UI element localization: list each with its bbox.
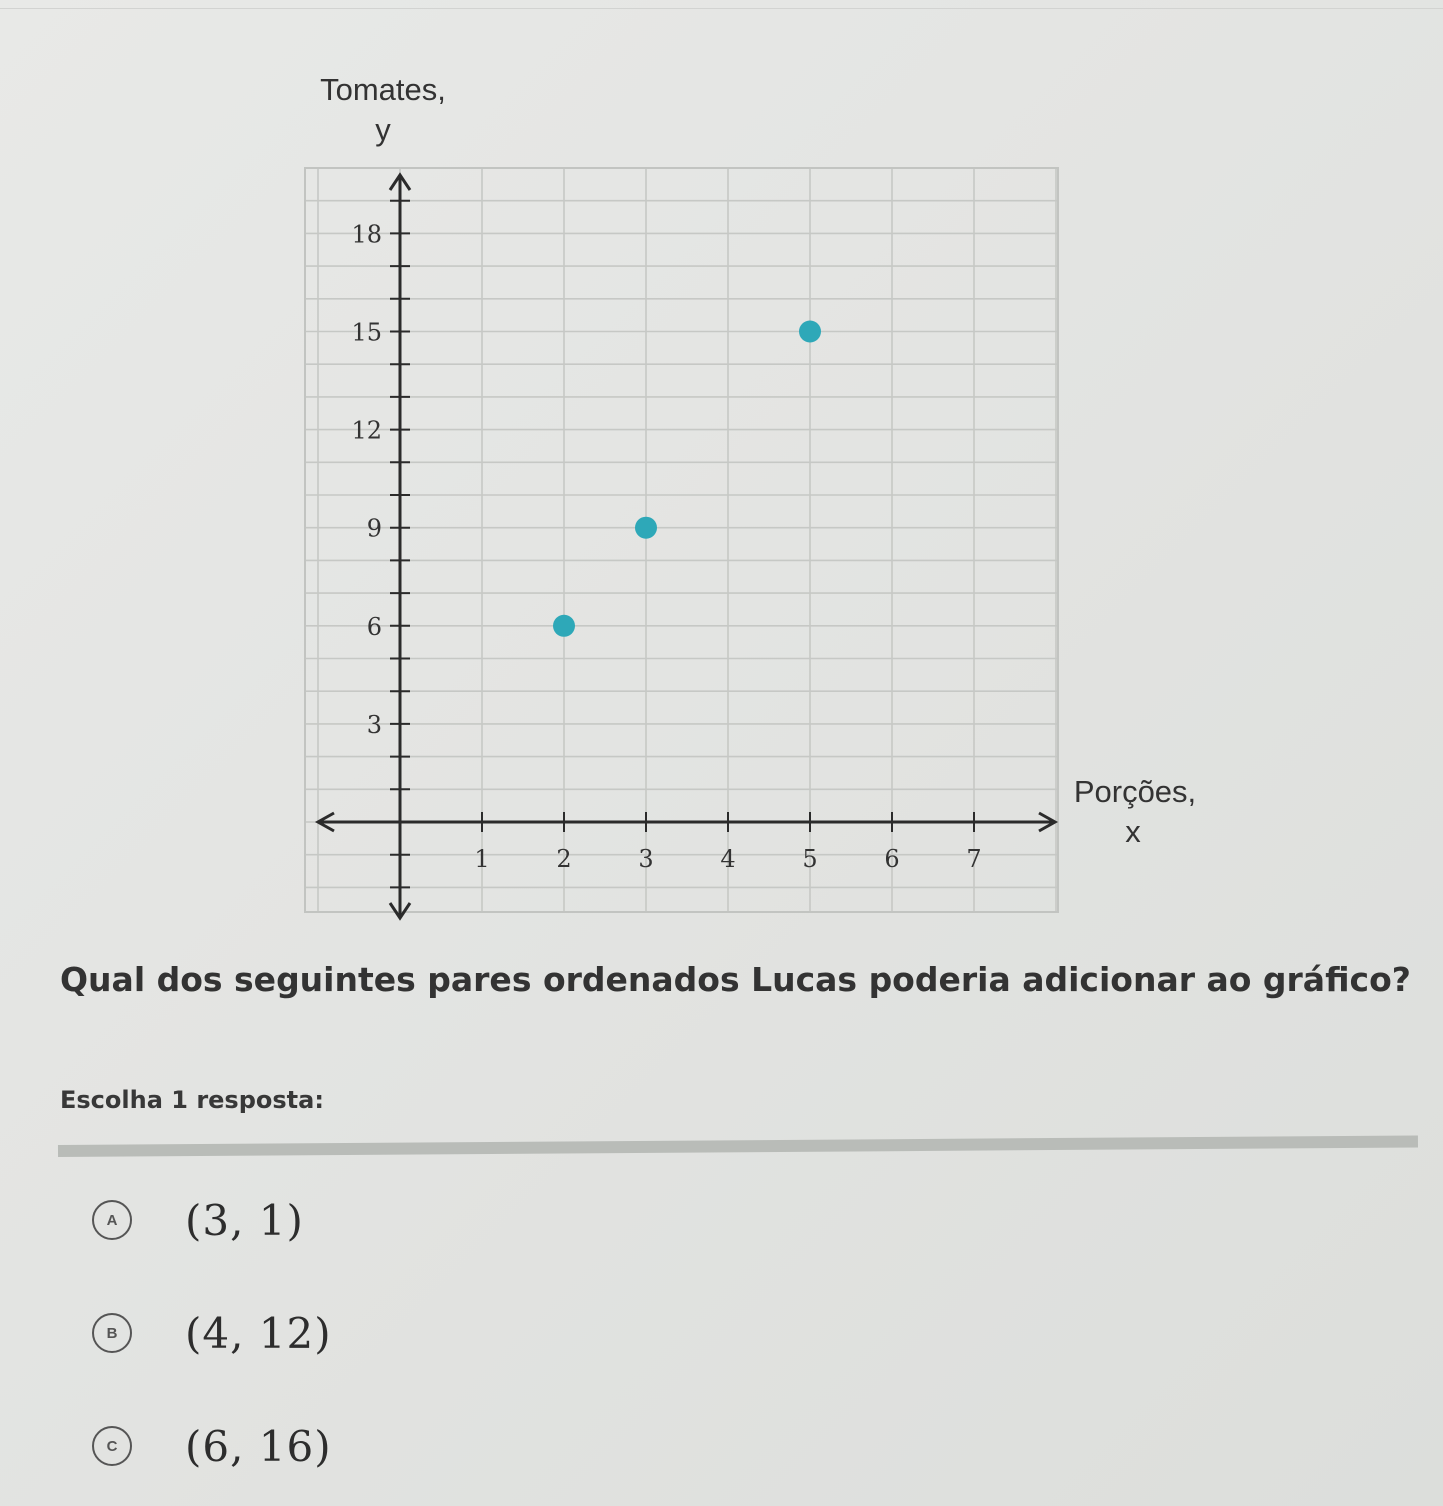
choice-c[interactable] (92, 1406, 692, 1486)
data-point (553, 615, 575, 637)
x-tick-label: 4 (720, 845, 736, 873)
chart-ticks (351, 201, 981, 888)
y-axis-title: Tomates, (320, 72, 446, 107)
x-axis-variable: x (1125, 814, 1141, 849)
y-tick-label: 6 (366, 612, 382, 641)
choice-c-letter-icon: C (92, 1426, 132, 1466)
x-tick-label: 1 (474, 845, 490, 873)
instruction-text: Escolha 1 resposta: (60, 1086, 324, 1114)
x-tick-label: 5 (802, 845, 818, 873)
chart-axes (318, 175, 1055, 918)
y-tick-label: 15 (351, 318, 382, 347)
choice-b-answer: (4, 12) (185, 1308, 332, 1358)
y-tick-label: 9 (366, 514, 382, 543)
data-point (635, 517, 657, 539)
chart-grid (305, 168, 1058, 912)
x-axis-title: Porções, (1073, 774, 1197, 809)
x-tick-label: 7 (966, 845, 982, 873)
choice-a-letter-icon: A (92, 1200, 132, 1240)
y-tick-label: 18 (351, 220, 382, 249)
x-tick-label: 3 (638, 845, 654, 873)
choice-a[interactable] (92, 1180, 692, 1260)
choice-c-answer: (6, 16) (185, 1421, 332, 1471)
y-tick-label: 12 (351, 416, 382, 445)
y-axis-variable: y (375, 112, 391, 147)
choice-b[interactable] (92, 1293, 692, 1373)
choice-b-letter-icon: B (92, 1313, 132, 1353)
choice-a-answer: (3, 1) (185, 1195, 304, 1245)
x-tick-label: 6 (884, 845, 900, 873)
data-point (799, 321, 821, 343)
chart-points (553, 321, 821, 637)
grid-border (305, 168, 1058, 912)
y-tick-label: 3 (366, 710, 382, 739)
divider (58, 1136, 1418, 1157)
question-text: Qual dos seguintes pares ordenados Lucas poderia adicionar ao gráfico? (60, 960, 1411, 999)
x-tick-label: 2 (556, 845, 572, 873)
